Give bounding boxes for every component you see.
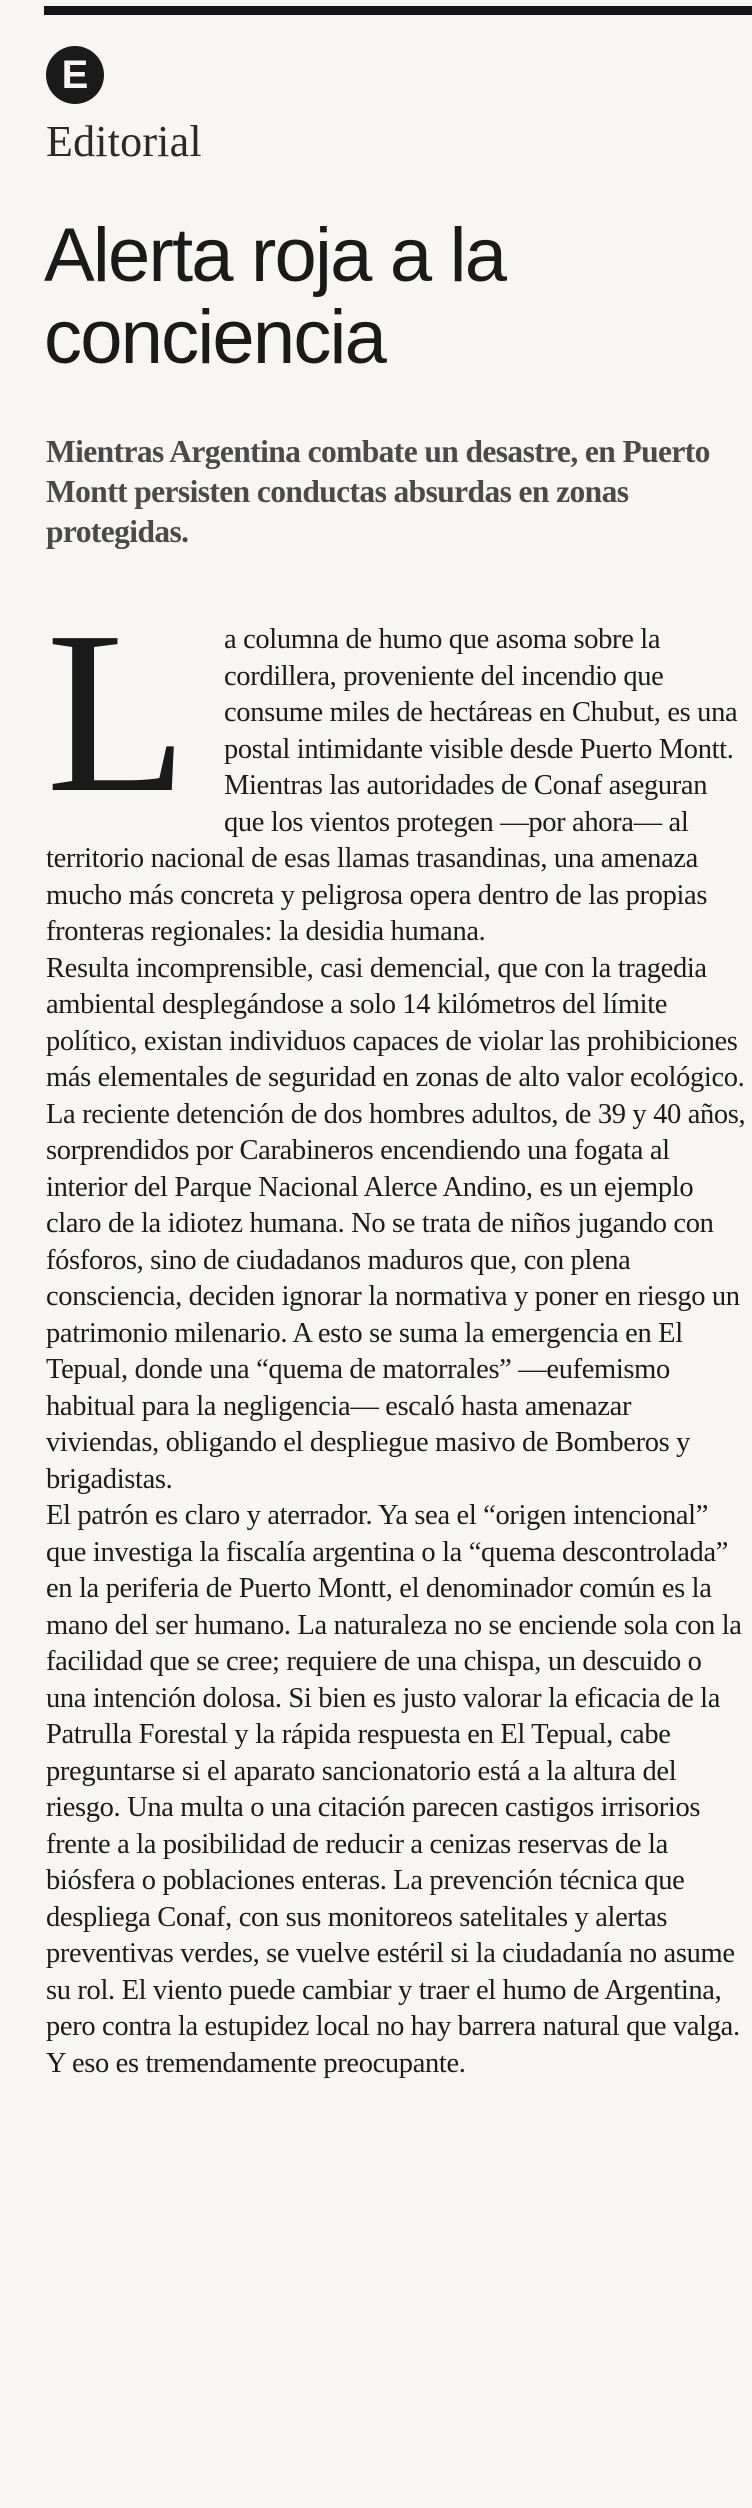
headline: Alerta roja a la conciencia <box>44 213 506 380</box>
paragraph-1-text: a columna de humo que asoma sobre la cordillera, proveniente del incendio que consume miles de hectáreas en Chubut, es una postal intimidante visible desde Puerto Montt. Mientras las autoridades de Conaf aseguran que los vientos protegen —por ahora— al territorio nacional de esas llamas trasandinas, una amenaza mucho más concreta y peligrosa opera dentro de las propias fronteras regionales: la desidia humana. <box>46 624 738 947</box>
paragraph-1 <box>46 584 746 951</box>
paragraph-3: El patrón es claro y aterrador. Ya sea el “origen intencional” que investiga la fiscalía argentina o la “quema descontrolada” en la periferia de Puerto Montt, el denominador común es la mano del ser humano. La naturaleza no se enciende sola con la facilidad que se cree; requiere de una chispa, un descuido o una intención dolosa. Si bien es justo valorar la eficacia de la Patrulla Forestal y la rápida respuesta en El Tepual, cabe preguntarse si el aparato sancionatorio está a la altura del riesgo. Una multa o una citación parecen castigos irrisorios frente a la posibilidad de reducir a cenizas reservas de la biósfera o poblaciones enteras. La prevención técnica que despliega Conaf, con sus monitoreos satelitales y alertas preventivas verdes, se vuelve estéril si la ciudadanía no asume su rol. El viento puede cambiar y traer el humo de Argentina, pero contra la estupidez local no hay barrera natural que valga. Y eso es tremendamente preocupante. <box>46 1500 742 2079</box>
editorial-badge-icon <box>46 46 104 104</box>
top-rule <box>44 6 752 15</box>
drop-cap: L <box>46 584 188 841</box>
badge-letter: E <box>61 53 89 97</box>
paragraph-2: Resulta incomprensible, casi demencial, que con la tragedia ambiental desplegándose a solo 14 kilómetros del límite político, existan individuos capaces de violar las prohibiciones más elementales de seguridad en zonas de alto valor ecológico. La reciente detención de dos hombres adultos, de 39 y 40 años, sorprendidos por Carabineros encendiendo una fogata al interior del Parque Nacional Alerce Andino, es un ejemplo claro de la idiotez humana. No se trata de niños jugando con fósforos, sino de ciudadanos maduros que, con plena consciencia, deciden ignorar la normativa y poner en riesgo un patrimonio milenario. A esto se suma la emergencia en El Tepual, donde una “quema de matorrales” —eufemismo habitual para la negligencia— escaló hasta amenazar viviendas, obligando el despliegue masivo de Bomberos y brigadistas. <box>46 952 746 1495</box>
section-label: Editorial <box>46 117 202 166</box>
article-body <box>46 584 746 2082</box>
dek: Mientras Argentina combate un desastre, en Puerto Montt persisten conductas absurdas en zonas protegidas. <box>46 434 710 549</box>
